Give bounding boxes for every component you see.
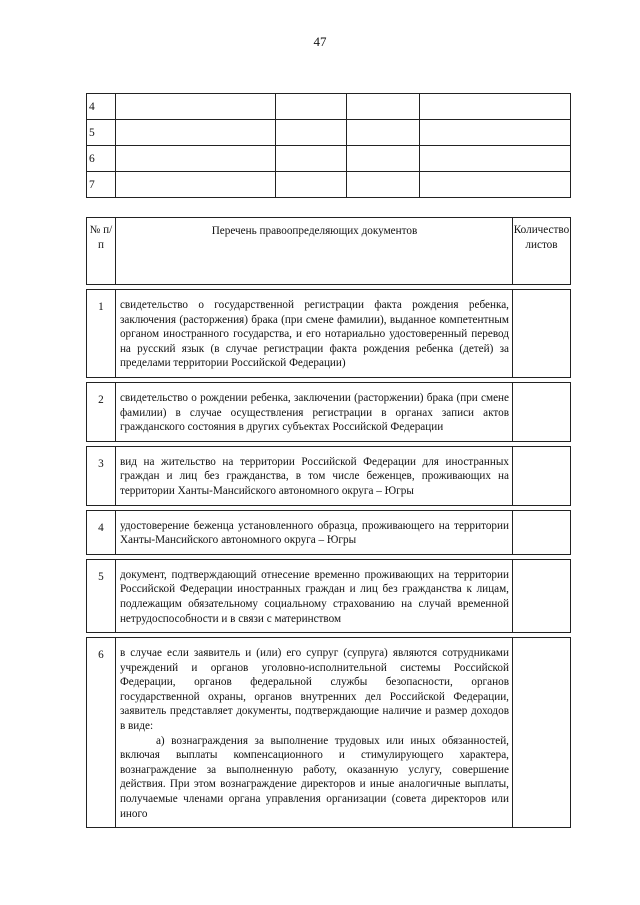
documents-table xyxy=(86,217,571,828)
table-cell xyxy=(115,172,275,198)
document-description xyxy=(115,446,512,505)
row-number: 4 xyxy=(87,94,116,120)
table-row xyxy=(87,510,571,554)
table-cell xyxy=(420,94,571,120)
table-row xyxy=(87,559,571,632)
table-cell xyxy=(275,120,347,146)
table-cell xyxy=(347,146,420,172)
sheets-count-cell xyxy=(512,446,570,505)
table-row xyxy=(87,120,571,146)
header-title: Перечень правоопределяющих документов xyxy=(115,218,512,285)
table-cell xyxy=(420,172,571,198)
previous-table-continuation xyxy=(86,93,571,198)
row-number: 5 xyxy=(87,120,116,146)
row-number: 1 xyxy=(87,290,116,378)
table-cell xyxy=(347,172,420,198)
table-cell xyxy=(347,120,420,146)
document-text: документ, подтверждающий отнесение временно проживающих на территории Российской Федерации иностранных граждан и лиц без гражданства к лицам, подлежащим обязательному социальному страхованию на случай временной нетрудоспособности и в связи с материнством xyxy=(119,568,509,625)
table-row xyxy=(87,172,571,198)
row-number: 5 xyxy=(87,559,116,632)
table-row xyxy=(87,638,571,828)
sheets-count-cell xyxy=(512,638,570,828)
table-cell xyxy=(275,146,347,172)
sheets-count-cell xyxy=(512,382,570,441)
table-row xyxy=(87,290,571,378)
document-text: удостоверение беженца установленного образца, проживающего на территории Ханты-Мансийского автономного округа – Югры xyxy=(119,519,509,547)
sheets-count-cell xyxy=(512,290,570,378)
document-description xyxy=(115,290,512,378)
table-cell xyxy=(420,120,571,146)
table-cell xyxy=(115,120,275,146)
table-cell xyxy=(275,172,347,198)
row-number: 2 xyxy=(87,382,116,441)
document-subitem-a: а) вознаграждения за выполнение трудовых или иных обязанностей, включая выплаты компенсационного и стимулирующего характера, вознаграждение за выполненную работу, оказанную услугу, совершение действия. При этом вознаграждение директоров и иные аналогичные выплаты, получаемые членами органа управления организации (совета директоров или иного xyxy=(119,734,509,820)
table-header-row xyxy=(87,218,571,285)
table-row xyxy=(87,146,571,172)
row-number: 3 xyxy=(87,446,116,505)
header-sheets: Количество листов xyxy=(512,218,570,285)
sheets-count-cell xyxy=(512,510,570,554)
document-text: вид на жительство на территории Российской Федерации для иностранных граждан и лиц без гражданства, в том числе беженцев, проживающих на территории Ханты-Мансийского автономного округа – Югры xyxy=(119,455,509,497)
document-description xyxy=(115,382,512,441)
page-number: 47 xyxy=(313,34,327,49)
document-description xyxy=(115,510,512,554)
table-cell xyxy=(115,94,275,120)
row-number: 6 xyxy=(87,146,116,172)
document-text: свидетельство о рождении ребенка, заключении (расторжении) брака (при смене фамилии) в случае осуществления регистрации в органах записи актов гражданского состояния в других субъектах Российской Федерации xyxy=(119,391,509,434)
table-cell xyxy=(275,94,347,120)
document-description xyxy=(115,559,512,632)
row-number: 6 xyxy=(87,638,116,828)
table-cell xyxy=(115,146,275,172)
document-text: свидетельство о государственной регистрации факта рождения ребенка, заключения (расторжения) брака (при смене фамилии), выданное компетентным органом иностранного государства, и его нотариально удостоверенный перевод на русский язык (в случае регистрации факта рождения ребенка (детей) за пределами территории Российской Федерации) xyxy=(119,299,509,370)
table-row xyxy=(87,382,571,441)
document-description xyxy=(115,638,512,828)
table-row xyxy=(87,94,571,120)
row-number: 4 xyxy=(87,510,116,554)
header-number: № п/п xyxy=(87,218,116,285)
table-row xyxy=(87,446,571,505)
row-number: 7 xyxy=(87,172,116,198)
table-cell xyxy=(420,146,571,172)
table-cell xyxy=(347,94,420,120)
sheets-count-cell xyxy=(512,559,570,632)
document-text: в случае если заявитель и (или) его супруг (супруга) являются сотрудниками учреждений и органов уголовно-исполнительной системы Российской Федерации, органов федеральной службы безопасности, органов государственной охраны, органов внутренних дел Российской Федерации, заявитель представляет документы, подтверждающие наличие и размер доходов в виде: xyxy=(119,647,509,733)
